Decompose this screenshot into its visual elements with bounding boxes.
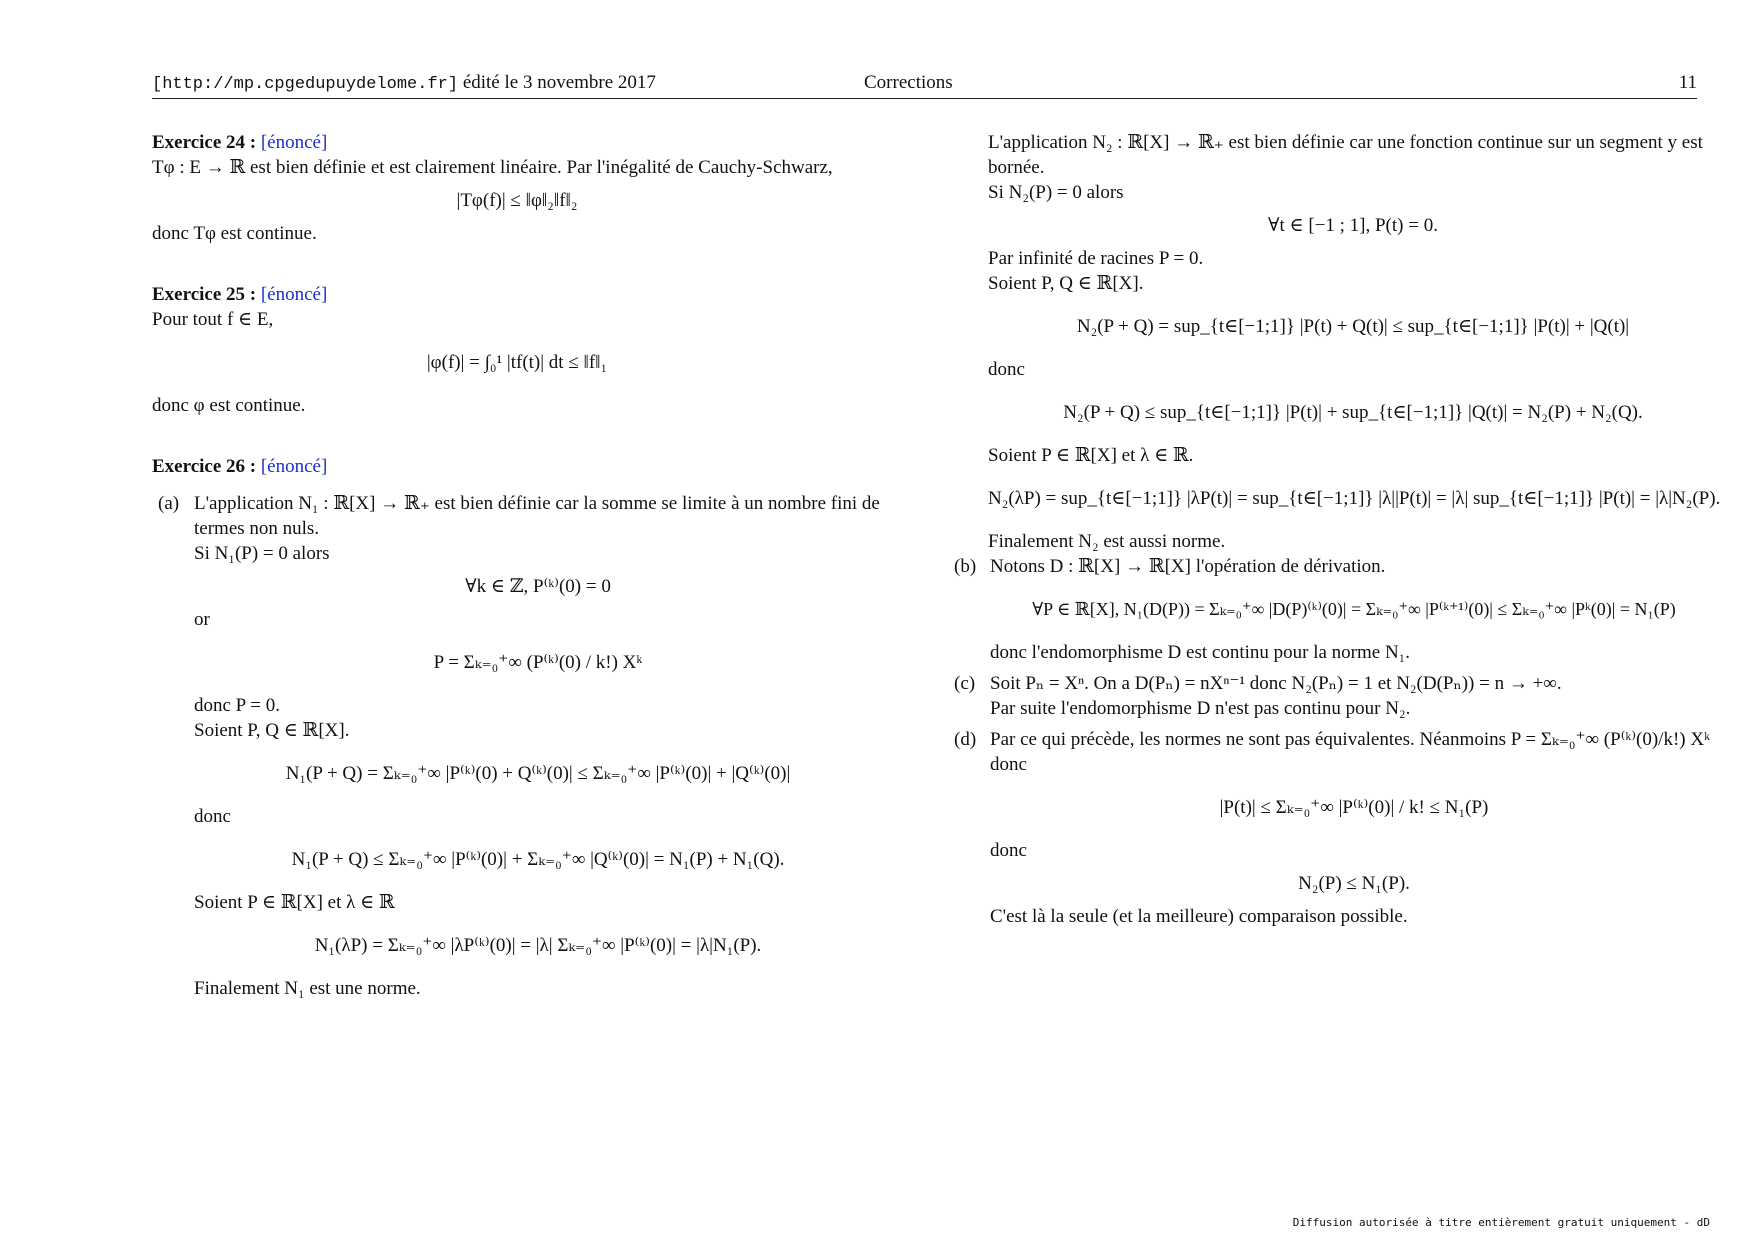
exercise-25 [152, 282, 882, 418]
part-a-continued-equation: N₂(P + Q) ≤ sup_{t∈[−1;1]} |P(t)| + sup_{t∈[−1;1]} |Q(t)| = N₂(P) + N₂(Q). [1063, 402, 1643, 423]
part-a-continued-text: L'application N₂ : ℝ[X] → ℝ₊ est bien définie car une fonction continue sur un segment y est bornée. [988, 132, 1703, 178]
page-footer: Diffusion autorisée à titre entièrement gratuit uniquement - dD [1292, 1216, 1710, 1229]
part-d-text: donc [990, 840, 1027, 861]
exercise-25-link[interactable]: [énoncé] [260, 284, 328, 305]
left-column [152, 130, 882, 1001]
part-a-continued-equation: N₂(P + Q) = sup_{t∈[−1;1]} |P(t) + Q(t)| ≤ sup_{t∈[−1;1]} |P(t)| + |Q(t)| [1076, 316, 1630, 337]
part-a-continued-text: donc [988, 359, 1025, 380]
part-a-continued-equation: N₂(λP) = sup_{t∈[−1;1]} |λP(t)| = sup_{t∈[−1;1]} |λ||P(t)| = |λ| sup_{t∈[−1;1]} |P(t)| = |λ|N₂(P). [988, 488, 1721, 509]
part-a-text: Finalement N₁ est une norme. [194, 978, 421, 999]
part-c-text: Soit Pₙ = Xⁿ. On a D(Pₙ) = nXⁿ⁻¹ donc N₂(Pₙ) = 1 et N₂(D(Pₙ)) = n → +∞. [990, 673, 1562, 694]
header-edition: édité le 3 novembre 2017 [462, 72, 656, 93]
part-b-text: Notons D : ℝ[X] → ℝ[X] l'opération de dérivation. [990, 556, 1386, 577]
part-a-equation: N₁(P + Q) = Σₖ₌₀⁺∞ |P⁽ᵏ⁾(0) + Q⁽ᵏ⁾(0)| ≤ Σₖ₌₀⁺∞ |P⁽ᵏ⁾(0)| + |Q⁽ᵏ⁾(0)| [285, 763, 791, 784]
part-d-equation: |P(t)| ≤ Σₖ₌₀⁺∞ |P⁽ᵏ⁾(0)| / k! ≤ N₁(P) [1219, 797, 1489, 818]
part-a-equation: N₁(λP) = Σₖ₌₀⁺∞ |λP⁽ᵏ⁾(0)| = |λ| Σₖ₌₀⁺∞ |P⁽ᵏ⁾(0)| = |λ|N₁(P). [314, 935, 762, 956]
exercise-24-conclusion: donc Tφ est continue. [152, 223, 317, 244]
part-a-text: Soient P ∈ ℝ[X] et λ ∈ ℝ [194, 892, 395, 913]
part-a-text: or [194, 609, 210, 630]
part-b-label: (b) [954, 556, 977, 577]
part-a-text: donc P = 0. [194, 695, 281, 716]
exercise-24 [152, 130, 882, 246]
part-d-equation: N₂(P) ≤ N₁(P). [1298, 873, 1410, 894]
exercise-24-equation: |Tφ(f)| ≤ ‖φ‖₂‖f‖₂ [456, 190, 578, 211]
part-b-text: donc l'endomorphisme D est continu pour la norme N₁. [990, 642, 1411, 663]
part-a-continued-text: Par infinité de racines P = 0. [988, 248, 1204, 269]
part-a-continued-text: Finalement N₂ est aussi norme. [988, 531, 1226, 552]
part-a-continued-text: Soient P, Q ∈ ℝ[X]. [988, 273, 1144, 294]
header-left [152, 70, 656, 97]
part-a-continued-equation: ∀t ∈ [−1 ; 1], P(t) = 0. [1268, 215, 1438, 236]
exercise-26-part-d [948, 727, 1718, 929]
right-column [954, 130, 1721, 929]
exercise-25-text: Pour tout f ∈ E, [152, 309, 274, 330]
header-url[interactable]: [http://mp.cpgedupuydelome.fr] [152, 75, 459, 94]
exercise-24-text: Tφ : E → ℝ est bien définie et est clairement linéaire. Par l'inégalité de Cauchy-Schwarz, [152, 157, 833, 178]
exercise-26 [152, 454, 882, 1001]
part-a-label: (a) [158, 493, 180, 514]
exercise-26-title: Exercice 26 : [énoncé] [152, 456, 328, 477]
page-header [152, 70, 1697, 99]
exercise-25-title: Exercice 25 : [énoncé] [152, 284, 328, 305]
part-a-text: Si N₁(P) = 0 alors [194, 543, 330, 564]
part-a-continued [988, 130, 1721, 554]
exercise-26-part-c [948, 671, 1718, 721]
part-a-equation: P = Σₖ₌₀⁺∞ (P⁽ᵏ⁾(0) / k!) Xᵏ [433, 652, 643, 673]
part-a-continued-text: Si N₂(P) = 0 alors [988, 182, 1124, 203]
exercise-24-link[interactable]: [énoncé] [260, 132, 328, 153]
exercise-26-link[interactable]: [énoncé] [260, 456, 328, 477]
part-a-text: L'application N₁ : ℝ[X] → ℝ₊ est bien définie car la somme se limite à un nombre fini de termes non nuls. [194, 493, 880, 539]
part-a-text: donc [194, 806, 231, 827]
part-a-text: Soient P, Q ∈ ℝ[X]. [194, 720, 350, 741]
part-c-text: Par suite l'endomorphisme D n'est pas continu pour N₂. [990, 698, 1411, 719]
part-d-text: C'est là la seule (et la meilleure) comparaison possible. [990, 906, 1408, 927]
part-a-equation: ∀k ∈ ℤ, P⁽ᵏ⁾(0) = 0 [465, 576, 611, 597]
part-d-label: (d) [954, 729, 977, 750]
header-section: Corrections [864, 72, 953, 93]
part-c-label: (c) [954, 673, 976, 694]
exercise-26-part-a [152, 491, 882, 1001]
exercise-25-conclusion: donc φ est continue. [152, 395, 306, 416]
part-d-text: Par ce qui précède, les normes ne sont pas équivalentes. Néanmoins P = Σₖ₌₀⁺∞ (P⁽ᵏ⁾(0)/k!) Xᵏ donc [990, 729, 1711, 775]
exercise-24-title: Exercice 24 : [énoncé] [152, 132, 328, 153]
part-b-equation: ∀P ∈ ℝ[X], N₁(D(P)) = Σₖ₌₀⁺∞ |D(P)⁽ᵏ⁾(0)| = Σₖ₌₀⁺∞ |P⁽ᵏ⁺¹⁾(0)| ≤ Σₖ₌₀⁺∞ |Pᵏ(0)| = N₁(P) [1032, 599, 1676, 619]
part-a-equation: N₁(P + Q) ≤ Σₖ₌₀⁺∞ |P⁽ᵏ⁾(0)| + Σₖ₌₀⁺∞ |Q⁽ᵏ⁾(0)| = N₁(P) + N₁(Q). [291, 849, 785, 870]
exercise-25-equation: |φ(f)| = ∫₀¹ |tf(t)| dt ≤ ‖f‖₁ [426, 352, 608, 373]
page-number: 11 [1678, 72, 1697, 93]
part-a-continued-text: Soient P ∈ ℝ[X] et λ ∈ ℝ. [988, 445, 1194, 466]
exercise-26-part-b [948, 554, 1718, 665]
